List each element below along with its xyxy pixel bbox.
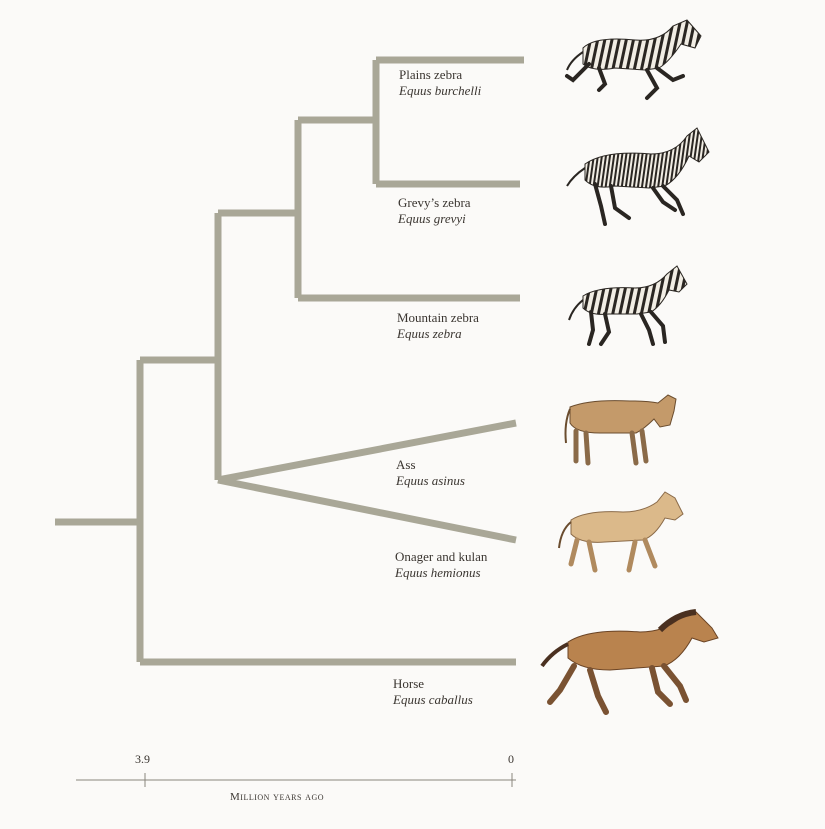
common-name: Ass bbox=[396, 457, 416, 472]
ass-icon bbox=[566, 395, 677, 463]
common-name: Mountain zebra bbox=[397, 310, 479, 325]
latin-name: Equus asinus bbox=[396, 473, 465, 488]
onager-icon bbox=[559, 492, 683, 570]
common-name: Grevy’s zebra bbox=[398, 195, 471, 210]
latin-name: Equus zebra bbox=[397, 326, 462, 341]
common-name: Horse bbox=[393, 676, 425, 691]
latin-name: Equus grevyi bbox=[398, 211, 466, 226]
latin-name: Equus caballus bbox=[393, 692, 473, 707]
common-name: Onager and kulan bbox=[395, 549, 488, 564]
mountain-zebra-icon bbox=[569, 266, 687, 344]
latin-name: Equus burchelli bbox=[399, 83, 482, 98]
axis-tick-label-right: 0 bbox=[508, 752, 514, 766]
latin-name: Equus hemionus bbox=[395, 565, 481, 580]
axis-tick-label-left: 3.9 bbox=[135, 752, 150, 766]
axis-title: Million years ago bbox=[230, 791, 324, 803]
plains-zebra-icon bbox=[567, 20, 701, 98]
grevys-zebra-icon bbox=[567, 128, 709, 224]
common-name: Plains zebra bbox=[399, 67, 463, 82]
horse-icon bbox=[542, 612, 718, 712]
